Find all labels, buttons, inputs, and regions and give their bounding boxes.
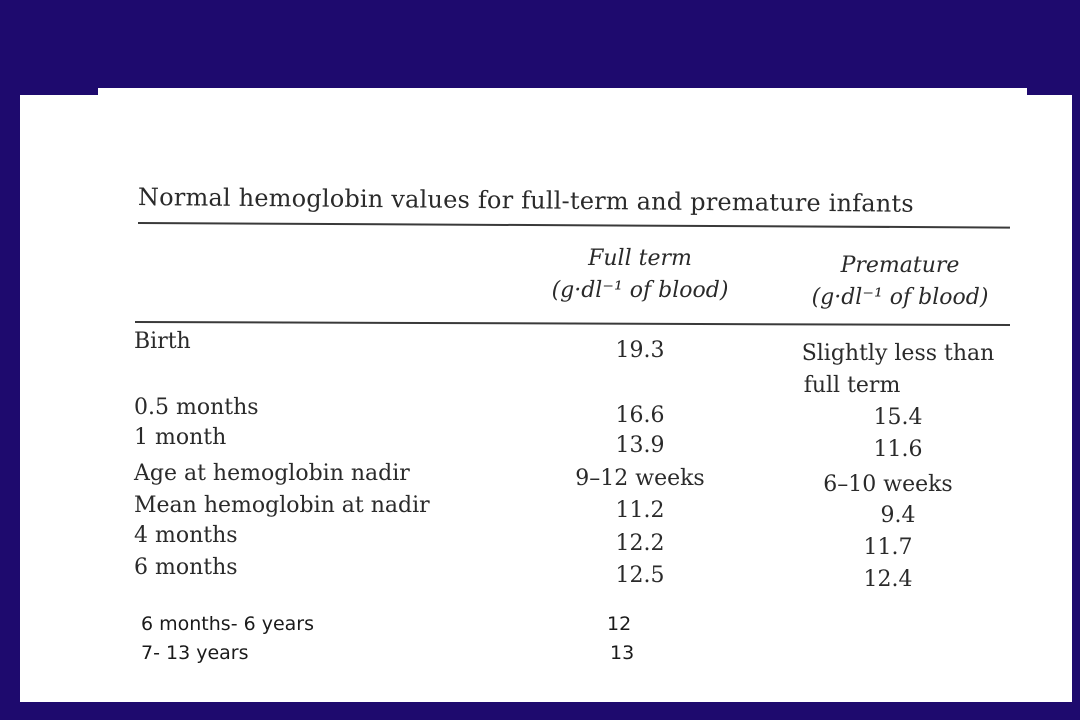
column-header-full-term-title: Full term <box>588 246 692 271</box>
table-title: Normal hemoglobin values for full-term and premature infants <box>137 183 914 218</box>
row-label-4-months: 4 months <box>134 523 238 548</box>
row-value-prem-birth: Slightly less than <box>801 341 995 366</box>
row-value-prem-mean-at-nadir: 9.4 <box>880 503 916 528</box>
extra-row-label-7-13yr: 7- 13 years <box>141 642 249 664</box>
row-value-full-mean-at-nadir: 11.2 <box>615 498 665 523</box>
row-value-prem-6-months: 12.4 <box>863 567 913 592</box>
row-label-mean-at-nadir: Mean hemoglobin at nadir <box>134 493 430 518</box>
row-value-full-birth: 19.3 <box>615 338 665 363</box>
extra-row-value-6mo-6yr: 12 <box>607 613 632 635</box>
row-value-prem-age-at-nadir: 6–10 weeks <box>823 472 953 497</box>
row-label-6-months: 6 months <box>134 555 238 580</box>
row-value-full-age-at-nadir: 9–12 weeks <box>575 466 705 491</box>
column-header-full-term <box>520 243 760 307</box>
extra-row-value-7-13yr: 13 <box>610 642 635 664</box>
row-value-full-6-months: 12.5 <box>615 563 665 588</box>
extra-row-label-6mo-6yr: 6 months- 6 years <box>141 613 315 635</box>
row-value-prem-birth-cont: full term <box>803 373 901 398</box>
row-label-birth: Birth <box>134 329 191 354</box>
row-value-full-0-5-months: 16.6 <box>615 403 665 428</box>
column-header-premature-title: Premature <box>840 253 960 278</box>
row-label-age-at-nadir: Age at hemoglobin nadir <box>134 461 410 486</box>
row-label-1-month: 1 month <box>134 425 227 450</box>
column-header-premature <box>780 250 1020 314</box>
row-value-prem-0-5-months: 15.4 <box>873 405 923 430</box>
column-header-premature-unit: (g·dl⁻¹ of blood) <box>811 285 989 310</box>
row-value-full-1-month: 13.9 <box>615 433 665 458</box>
row-value-full-4-months: 12.2 <box>615 531 665 556</box>
row-value-prem-4-months: 11.7 <box>863 535 913 560</box>
row-value-prem-1-month: 11.6 <box>873 437 923 462</box>
column-header-full-term-unit: (g·dl⁻¹ of blood) <box>551 278 729 303</box>
row-label-0-5-months: 0.5 months <box>134 395 259 420</box>
content-panel-top <box>98 88 1027 98</box>
